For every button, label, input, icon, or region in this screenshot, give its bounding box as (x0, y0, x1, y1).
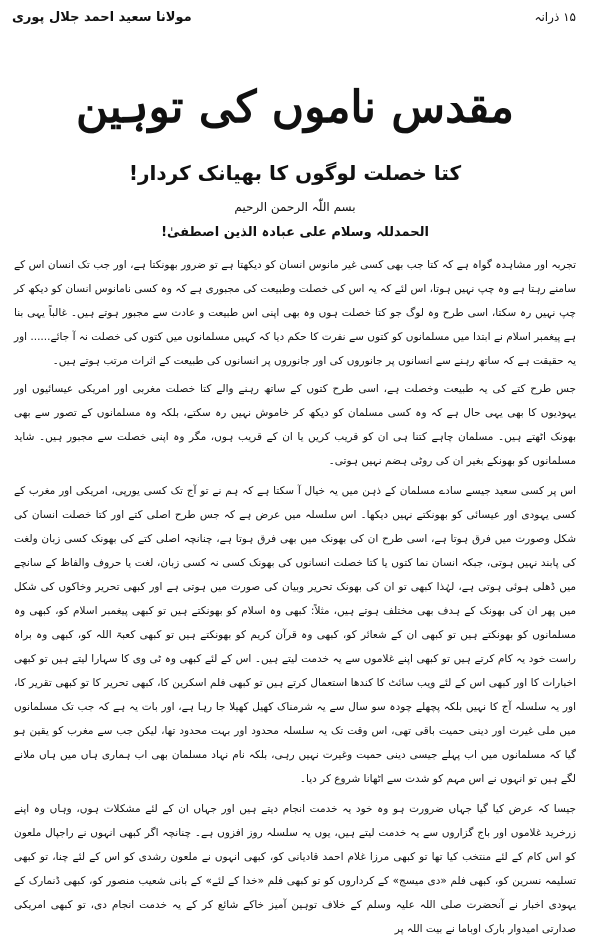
author-name: مولانا سعید احمد جلال پوری (12, 10, 192, 25)
article-subtitle: کتا خصلت لوگوں کا بھیانک کردار! (128, 161, 462, 185)
paragraph: جیسا کہ عرض کیا گیا جہاں ضرورت ہو وہ خود یہ خدمت انجام دیتے ہیں اور جہاں ان کے لئے مشکلات ہوں، وہاں وہ اپنے زرخرید غلاموں اور باج گزاروں سے یہ خدمت لیتے ہیں، یوں یہ سلسلہ روز افزوں ہے۔ چنانچہ اگر کبھی انہوں نے راجپال ملعون کو اس کام کے لئے منتخب کیا تھا تو کبھی مرزا غلام احمد قادیانی کو، کبھی انہوں نے ملعون رشدی کو اس کے لئے چنا، تو کبھی تسلیمہ نسرین کو، کبھی فلم «دی میسج» کے کرداروں کو تو کبھی فلم «خدا کے لئے» کے بانی شعیب منصور کو، کبھی ڈنمارک کے یہودی اخبار نے آنحضرت صلی اللہ علیہ وسلم کے خلاف توہین آمیز خاکے شائع کر کے یہ خدمت انجام دی، تو کبھی امریکی صدارتی امیدوار بارک اوباما نے بیت اللہ پر (14, 803, 576, 935)
hamd-line: الحمدللہ وسلام علی عبادہ الذین اصطفیٰ! (161, 225, 429, 240)
paragraph: جس طرح کتے کی یہ طبیعت وخصلت ہے، اسی طرح کتوں کے ساتھ رہنے والے کتا خصلت مغربی اور امریکی عیسائیوں اور یہودیوں کا بھی یہی حال ہے کہ وہ کسی مسلمان کو دیکھ کر خاموش نہیں رہ سکتے، بلکہ وہ مسلمانوں کے تصور سے بھی بھونک اٹھتے ہیں۔ مسلمان چاہے کتنا ہی ان کو قریب کریں یا ان کے قریب ہوں، مگر وہ اپنی خصلت سے مجبور ہیں۔ شاید مسلمانوں کو بھونکے بغیر ان کی روٹی ہضم نہیں ہوتی۔ (14, 383, 576, 467)
article-body (14, 253, 576, 941)
bismillah: بسم اللّٰہ الرحمن الرحیم (234, 200, 356, 214)
paragraph: اس پر کسی سعید جیسے سادے مسلمان کے ذہن میں یہ خیال آ سکتا ہے کہ ہم نے تو آج تک کسی یورپی، امریکی اور مغرب کے کسی یہودی اور عیسائی کو بھونکتے نہیں دیکھا۔ اس سلسلہ میں عرض ہے کہ جس طرح اصلی کتے اور کتا خصلت انسان کی شکل وصورت میں فرق ہوتا ہے، اسی طرح ان کی بھونک میں بھی فرق ہوتا ہے، چنانچہ اصلی کتے کی بھونک کسی زبان ولغت کی پابند نہیں ہوتی، جبکہ انسان نما کتوں یا کتا خصلت انسانوں کی بھونک کسی نہ کسی زبان، لغت یا حروف والفاظ کے سانچے میں ڈھلی ہوئی ہوتی ہے، لہٰذا کبھی تو ان کی بھونک تحریر وبیان کی صورت میں ہوتی ہے اور کبھی تحریر وخاکوں کی شکل میں پھر ان کی بھونک کے ہدف بھی مختلف ہوتے ہیں، مثلاً: کبھی وہ اسلام کو بھونکتے ہیں تو کبھی پیغمبر اسلام کو، کبھی وہ مسلمانوں کو بھونکتے ہیں تو کبھی ان کے شعائر کو، کبھی وہ قرآن کریم کو بھونکتے ہیں تو کبھی کعبۃ اللہ کو، کبھی وہ براہ راست خود یہ کام کرتے ہیں تو کبھی اپنے غلاموں سے یہ خدمت لیتے ہیں۔ اس کے لئے کبھی وہ ٹی وی کا سہارا لیتے ہیں تو کبھی اخبارات کا اور کبھی اس کے لئے ویب سائٹ کا کندھا استعمال کرتے ہیں تو کبھی فلم اسکرین کا، کبھی تحریر کا تو کبھی تقریر کا، اور یہ سلسلہ آج کا نہیں بلکہ پچھلے چودہ سو سال سے یہ شرمناک کھیل کھیلا جا رہا ہے، اور بات یہ ہے کہ جب تک مسلمانوں میں ملی غیرت اور دینی حمیت باقی تھی، اس وقت تک یہ سلسلہ محدود اور بہت محدود تھا، لیکن جب سے مغرب کو یقین ہو گیا کہ مسلمانوں میں اب پہلے جیسی دینی حمیت وغیرت نہیں رہی، بلکہ نام نہاد مسلمان بھی اب ہماری ہاں میں ہاں ملانے لگے ہیں تو انہوں نے اس مہم کو شدت سے اٹھانا شروع کر دیا۔ (14, 485, 576, 785)
paragraph: تجربہ اور مشاہدہ گواہ ہے کہ کتا جب بھی کسی غیر مانوس انسان کو دیکھتا ہے تو ضرور بھونکتا ہے، اور جب تک انسان اس کے سامنے رہتا ہے وہ چپ نہیں ہوتا، اس لئے کہ یہ اس کی خصلت وطبیعت کی مجبوری ہے کہ وہ کسی نامانوس انسان کو دیکھ کر چپ نہیں رہ سکتا، اسی طرح وہ لوگ جو کتا خصلت ہوں وہ بھی اپنی اس طبیعت و عادت سے مجبور ہوتے ہیں۔ غالباً یہی بنا ہے پیغمبر اسلام نے ابتدا میں مسلمانوں کو کتوں سے نفرت کا حکم دیا کہ کہیں مسلمانوں میں کتوں کی خصلت نہ آ جائے...... اور یہ حقیقت ہے کہ ساتھ رہنے سے انسانوں پر جانوروں کی اور جانوروں پر انسانوں کی طبیعت کے اثرات مرتب ہوتے ہیں۔ (14, 259, 576, 367)
page-number: ۱۵ ذرانہ (534, 10, 576, 24)
article-title: مقدس ناموں کی توہین (75, 82, 514, 133)
